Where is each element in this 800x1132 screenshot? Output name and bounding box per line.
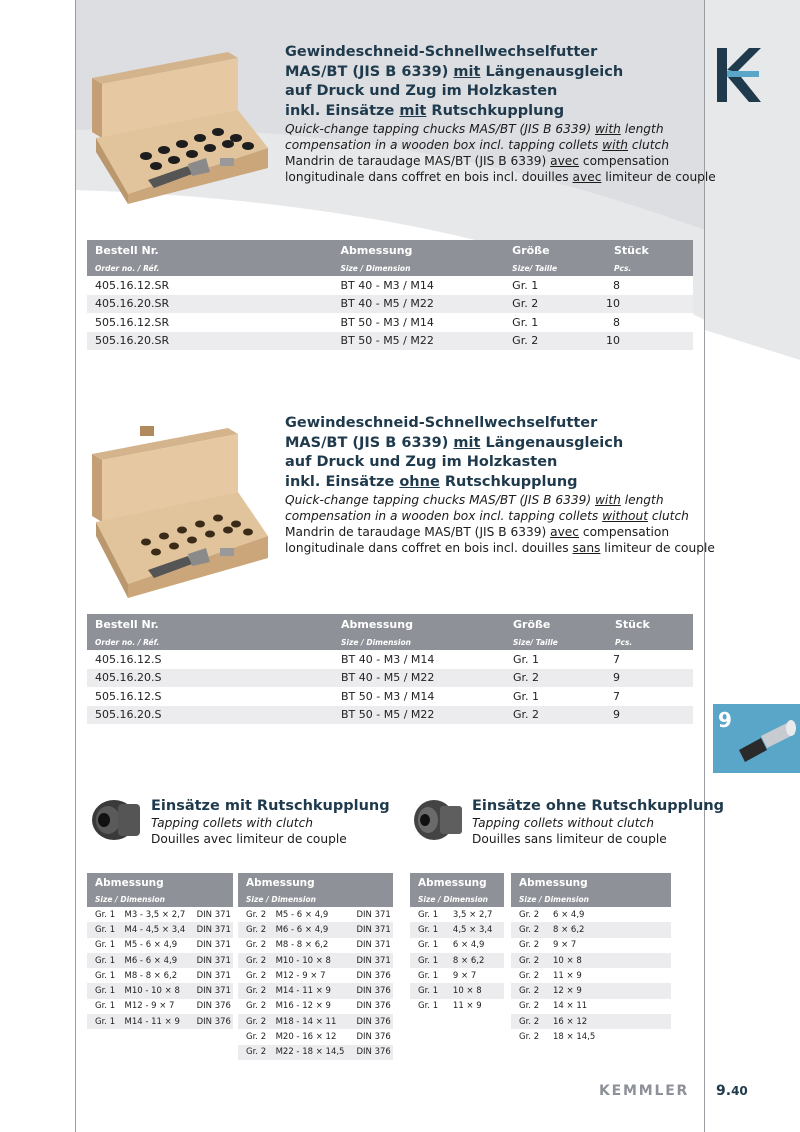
- dimension: M12 - 9 × 7: [116, 999, 188, 1014]
- dimension: M5 - 6 × 4,9: [268, 907, 349, 922]
- dimension: 14 × 11: [545, 999, 671, 1014]
- size: Gr. 2: [238, 983, 268, 998]
- size: Gr. 1: [410, 907, 445, 922]
- dimension: M6 - 6 × 4,9: [268, 922, 349, 937]
- product2-en-without: without: [602, 509, 648, 523]
- size: Gr. 1: [505, 687, 607, 706]
- dimension: 6 × 4,9: [445, 938, 504, 953]
- size: Gr. 1: [87, 953, 116, 968]
- size: Gr. 2: [511, 983, 545, 998]
- product2-title-line2a: MAS/BT (JIS B 6339): [285, 434, 454, 451]
- size: Gr. 2: [238, 953, 268, 968]
- table-row: [410, 968, 504, 983]
- table-row: [410, 938, 504, 953]
- table-row: [87, 295, 693, 314]
- din-standard: DIN 371: [189, 968, 233, 983]
- inserts-without-clutch-text: [472, 797, 724, 847]
- dimension: 12 × 9: [545, 983, 671, 998]
- dimension: M8 - 8 × 6,2: [268, 938, 349, 953]
- table-row: [87, 983, 233, 998]
- pieces: 9: [607, 669, 693, 688]
- product1-fr-avec2: avec: [572, 170, 602, 184]
- col-subheader-dimension: Size / Dimension: [87, 892, 233, 907]
- col-subheader-dimension: Size / Dimension: [238, 892, 393, 907]
- pieces: 9: [607, 706, 693, 725]
- dimension: BT 40 - M5 / M22: [333, 669, 505, 688]
- dimension: 3,5 × 2,7: [445, 907, 504, 922]
- product1-en-with2: with: [602, 138, 629, 152]
- col-subheader-size: Size/ Taille: [505, 634, 607, 650]
- col-subheader-dimension: Size / Dimension: [332, 260, 504, 276]
- inserts-with-clutch-text: [151, 797, 390, 847]
- product1-fr-avec: avec: [550, 154, 580, 168]
- product1-fr-1b: compensation: [579, 154, 670, 168]
- size: Gr. 2: [238, 968, 268, 983]
- col-subheader-order: Order no. / Réf.: [87, 260, 332, 276]
- table-row: [87, 907, 233, 922]
- col-header-dimension: Abmessung: [333, 614, 505, 634]
- col-subheader-pcs: Pcs.: [606, 260, 693, 276]
- dimension: 9 × 7: [545, 938, 671, 953]
- tap-collet-icon: [733, 716, 799, 766]
- size: Gr. 2: [238, 1014, 268, 1029]
- size: Gr. 1: [87, 907, 116, 922]
- size: Gr. 1: [410, 968, 445, 983]
- col-header-dimension: Abmessung: [87, 873, 233, 892]
- table-row: [238, 922, 393, 937]
- inserts-with-fr: Douilles avec limiteur de couple: [151, 832, 347, 846]
- collet-with-clutch-image: [88, 796, 144, 846]
- inserts-with-title: Einsätze mit Rutschkupplung: [151, 798, 390, 814]
- size: Gr. 2: [238, 907, 268, 922]
- size: Gr. 2: [511, 1014, 545, 1029]
- dimension: M4 - 4,5 × 3,4: [116, 922, 188, 937]
- table-row: [511, 999, 671, 1014]
- table-row: [511, 1029, 671, 1044]
- product2-title-line1: Gewindeschneid-Schnellwechselfutter: [285, 415, 598, 431]
- dimension: 11 × 9: [545, 968, 671, 983]
- product2-table: [87, 614, 693, 724]
- col-header-size: Größe: [505, 614, 607, 634]
- col-header-order: Bestell Nr.: [87, 240, 332, 260]
- dimension: BT 40 - M3 / M14: [333, 650, 505, 669]
- size: Gr. 2: [238, 922, 268, 937]
- product1-fr-1a: Mandrin de taraudage MAS/BT (JIS B 6339): [285, 154, 551, 168]
- col-header-dimension: Abmessung: [332, 240, 504, 260]
- dimension: M16 - 12 × 9: [268, 999, 349, 1014]
- dimension: 8 × 6,2: [545, 922, 671, 937]
- col-subheader-dimension: Size / Dimension: [511, 892, 671, 907]
- order-number: 505.16.12.S: [87, 687, 333, 706]
- product1-en-1a: Quick-change tapping chucks MAS/BT (JIS B 6339): [285, 122, 595, 136]
- size: Gr. 2: [505, 706, 607, 725]
- table-row: [511, 953, 671, 968]
- product1-en-2a: compensation in a wooden box incl. tapping collets: [285, 138, 603, 152]
- product1-en-2b: clutch: [628, 138, 669, 152]
- table-row: [87, 999, 233, 1014]
- size: Gr. 1: [87, 938, 116, 953]
- table-row: [238, 1045, 393, 1060]
- inserts-without-fr: Douilles sans limiteur de couple: [472, 832, 667, 846]
- dimension: M18 - 14 × 11: [268, 1014, 349, 1029]
- col-subheader-dimension: Size / Dimension: [410, 892, 504, 907]
- table-row: [87, 313, 693, 332]
- size: Gr. 2: [238, 938, 268, 953]
- product1-fr-2b: limiteur de couple: [601, 170, 716, 184]
- dimension: 6 × 4,9: [545, 907, 671, 922]
- order-number: 405.16.12.SR: [87, 276, 332, 295]
- dimension: BT 50 - M3 / M14: [332, 313, 504, 332]
- product2-en-2b: clutch: [648, 509, 689, 523]
- product2-fr-1a: Mandrin de taraudage MAS/BT (JIS B 6339): [285, 525, 551, 539]
- table-row: [87, 669, 693, 688]
- size: Gr. 1: [410, 983, 445, 998]
- dimension: BT 50 - M3 / M14: [333, 687, 505, 706]
- pieces: 8: [606, 276, 693, 295]
- col-header-size: Größe: [504, 240, 606, 260]
- dimension: 9 × 7: [445, 968, 504, 983]
- size: Gr. 2: [505, 669, 607, 688]
- col-header-order: Bestell Nr.: [87, 614, 333, 634]
- dimension: BT 50 - M5 / M22: [333, 706, 505, 725]
- size: Gr. 2: [511, 953, 545, 968]
- size: Gr. 2: [504, 295, 606, 314]
- product2-title-line2b: Längenausgleich: [480, 434, 624, 451]
- order-number: 405.16.12.S: [87, 650, 333, 669]
- order-number: 405.16.20.SR: [87, 295, 332, 314]
- product2-en-with: with: [594, 493, 621, 507]
- product2-title-line4a: inkl. Einsätze: [285, 473, 400, 490]
- product1-title-line3: auf Druck und Zug im Holzkasten: [285, 83, 558, 99]
- table-row: [87, 922, 233, 937]
- din-standard: DIN 371: [189, 922, 233, 937]
- din-standard: DIN 371: [348, 907, 393, 922]
- col-header-pcs: Stück: [607, 614, 693, 634]
- dimension: M14 - 11 × 9: [116, 1014, 188, 1029]
- pieces: 10: [606, 332, 693, 351]
- din-standard: DIN 371: [189, 938, 233, 953]
- collets-without-clutch-gr1-table: [410, 873, 504, 1014]
- pieces: 7: [607, 650, 693, 669]
- table-row: [87, 687, 693, 706]
- size: Gr. 1: [410, 999, 445, 1014]
- dimension: M10 - 10 × 8: [116, 983, 188, 998]
- size: Gr. 2: [238, 1029, 268, 1044]
- table-row: [238, 953, 393, 968]
- dimension: M3 - 3,5 × 2,7: [116, 907, 188, 922]
- din-standard: DIN 376: [348, 1014, 393, 1029]
- product2-title-line3: auf Druck und Zug im Holzkasten: [285, 454, 558, 470]
- product2-fr-2a: longitudinale dans coffret en bois incl. douilles: [285, 541, 573, 555]
- table-row: [410, 907, 504, 922]
- size: Gr. 2: [511, 907, 545, 922]
- size: Gr. 2: [511, 922, 545, 937]
- din-standard: DIN 371: [348, 938, 393, 953]
- order-number: 505.16.20.S: [87, 706, 333, 725]
- dimension: M12 - 9 × 7: [268, 968, 349, 983]
- col-subheader-order: Order no. / Réf.: [87, 634, 333, 650]
- product2-text: [285, 414, 715, 556]
- din-standard: DIN 371: [348, 922, 393, 937]
- product2-image: [88, 424, 270, 604]
- collet-without-clutch-image: [410, 796, 466, 846]
- din-standard: DIN 376: [189, 1014, 233, 1029]
- table-row: [511, 1014, 671, 1029]
- col-subheader-size: Size/ Taille: [504, 260, 606, 276]
- table-row: [410, 953, 504, 968]
- product2-en-2a: compensation in a wooden box incl. tapping collets: [285, 509, 603, 523]
- col-header-pcs: Stück: [606, 240, 693, 260]
- product2-fr-sans: sans: [572, 541, 601, 555]
- kemmler-k-logo-icon: [715, 48, 761, 102]
- product2-fr-2b: limiteur de couple: [600, 541, 715, 555]
- size: Gr. 2: [511, 999, 545, 1014]
- table-row: [87, 650, 693, 669]
- product1-table: [87, 240, 693, 350]
- dimension: M8 - 8 × 6,2: [116, 968, 188, 983]
- dimension: M10 - 10 × 8: [268, 953, 349, 968]
- dimension: 10 × 8: [545, 953, 671, 968]
- product2-fr-1b: compensation: [579, 525, 670, 539]
- dimension: M22 - 18 × 14,5: [268, 1045, 349, 1060]
- table-row: [410, 983, 504, 998]
- size: Gr. 2: [504, 332, 606, 351]
- product1-title-line4a: inkl. Einsätze: [285, 102, 400, 119]
- table-row: [238, 983, 393, 998]
- product1-fr-2a: longitudinale dans coffret en bois incl. douilles: [285, 170, 573, 184]
- table-row: [511, 922, 671, 937]
- size: Gr. 1: [410, 938, 445, 953]
- size: Gr. 1: [87, 922, 116, 937]
- col-header-dimension: Abmessung: [511, 873, 671, 892]
- product1-title-line1: Gewindeschneid-Schnellwechselfutter: [285, 44, 598, 60]
- product2-title-mit: mit: [453, 434, 481, 451]
- product1-image: [88, 48, 270, 206]
- section-tab[interactable]: [713, 704, 800, 773]
- din-standard: DIN 376: [348, 968, 393, 983]
- pieces: 10: [606, 295, 693, 314]
- table-row: [87, 1014, 233, 1029]
- pieces: 8: [606, 313, 693, 332]
- size: Gr. 1: [410, 953, 445, 968]
- dimension: M14 - 11 × 9: [268, 983, 349, 998]
- footer-brand: KEMMLER: [599, 1083, 690, 1099]
- dimension: 16 × 12: [545, 1014, 671, 1029]
- order-number: 405.16.20.S: [87, 669, 333, 688]
- din-standard: DIN 376: [348, 983, 393, 998]
- table-row: [511, 983, 671, 998]
- table-row: [87, 332, 693, 351]
- dimension: M20 - 16 × 12: [268, 1029, 349, 1044]
- dimension: 4,5 × 3,4: [445, 922, 504, 937]
- din-standard: DIN 376: [348, 1045, 393, 1060]
- section-number: 9: [718, 708, 732, 732]
- size: Gr. 1: [505, 650, 607, 669]
- col-header-dimension: Abmessung: [238, 873, 393, 892]
- order-number: 505.16.20.SR: [87, 332, 332, 351]
- dimension: 11 × 9: [445, 999, 504, 1014]
- dimension: BT 40 - M5 / M22: [332, 295, 504, 314]
- product1-title-mit: mit: [453, 63, 481, 80]
- product1-title-mit2: mit: [399, 102, 427, 119]
- table-row: [410, 999, 504, 1014]
- size: Gr. 1: [87, 968, 116, 983]
- col-subheader-pcs: Pcs.: [607, 634, 693, 650]
- page-number-sub: 40: [731, 1084, 748, 1098]
- product2-fr-avec: avec: [550, 525, 580, 539]
- dimension: 8 × 6,2: [445, 953, 504, 968]
- din-standard: DIN 376: [348, 1029, 393, 1044]
- table-row: [238, 1029, 393, 1044]
- dimension: BT 40 - M3 / M14: [332, 276, 504, 295]
- table-row: [511, 907, 671, 922]
- size: Gr. 2: [238, 1045, 268, 1060]
- size: Gr. 1: [87, 1014, 116, 1029]
- size: Gr. 1: [87, 983, 116, 998]
- page-number-main: 9.: [716, 1083, 732, 1099]
- inserts-without-en: Tapping collets without clutch: [472, 816, 654, 830]
- dimension: M5 - 6 × 4,9: [116, 938, 188, 953]
- dimension: 18 × 14,5: [545, 1029, 671, 1044]
- order-number: 505.16.12.SR: [87, 313, 332, 332]
- size: Gr. 2: [511, 1029, 545, 1044]
- table-row: [238, 907, 393, 922]
- product1-title-line2a: MAS/BT (JIS B 6339): [285, 63, 454, 80]
- page-number: [716, 1083, 748, 1099]
- din-standard: DIN 371: [189, 953, 233, 968]
- col-subheader-dimension: Size / Dimension: [333, 634, 505, 650]
- din-standard: DIN 371: [348, 953, 393, 968]
- table-row: [87, 706, 693, 725]
- table-row: [238, 968, 393, 983]
- size: Gr. 2: [511, 938, 545, 953]
- product2-title-line4b: Rutschkupplung: [439, 473, 578, 490]
- size: Gr. 1: [87, 999, 116, 1014]
- table-row: [87, 938, 233, 953]
- inserts-without-title: Einsätze ohne Rutschkupplung: [472, 798, 725, 814]
- inserts-with-en: Tapping collets with clutch: [151, 816, 314, 830]
- size: Gr. 2: [238, 999, 268, 1014]
- collets-with-clutch-gr1-table: [87, 873, 233, 1029]
- table-row: [238, 1014, 393, 1029]
- collets-without-clutch-gr2-table: [511, 873, 671, 1045]
- col-header-dimension: Abmessung: [410, 873, 504, 892]
- product2-en-1b: length: [620, 493, 664, 507]
- dimension: BT 50 - M5 / M22: [332, 332, 504, 351]
- product1-en-with: with: [594, 122, 621, 136]
- size: Gr. 1: [504, 313, 606, 332]
- product1-title-line4b: Rutschkupplung: [426, 102, 565, 119]
- size: Gr. 1: [410, 922, 445, 937]
- din-standard: DIN 376: [189, 999, 233, 1014]
- din-standard: DIN 376: [348, 999, 393, 1014]
- table-row: [238, 999, 393, 1014]
- table-row: [238, 938, 393, 953]
- table-row: [511, 938, 671, 953]
- collets-with-clutch-gr2-table: [238, 873, 393, 1060]
- din-standard: DIN 371: [189, 983, 233, 998]
- dimension: 10 × 8: [445, 983, 504, 998]
- product2-en-1a: Quick-change tapping chucks MAS/BT (JIS B 6339): [285, 493, 595, 507]
- pieces: 7: [607, 687, 693, 706]
- product1-title-line2b: Längenausgleich: [480, 63, 624, 80]
- left-margin-line: [75, 0, 76, 1132]
- product1-en-1b: length: [620, 122, 664, 136]
- din-standard: DIN 371: [189, 907, 233, 922]
- table-row: [410, 922, 504, 937]
- dimension: M6 - 6 × 4,9: [116, 953, 188, 968]
- table-row: [87, 276, 693, 295]
- size: Gr. 2: [511, 968, 545, 983]
- product1-text: [285, 43, 716, 185]
- table-row: [87, 953, 233, 968]
- size: Gr. 1: [504, 276, 606, 295]
- product2-title-ohne: ohne: [399, 473, 440, 490]
- table-row: [511, 968, 671, 983]
- table-row: [87, 968, 233, 983]
